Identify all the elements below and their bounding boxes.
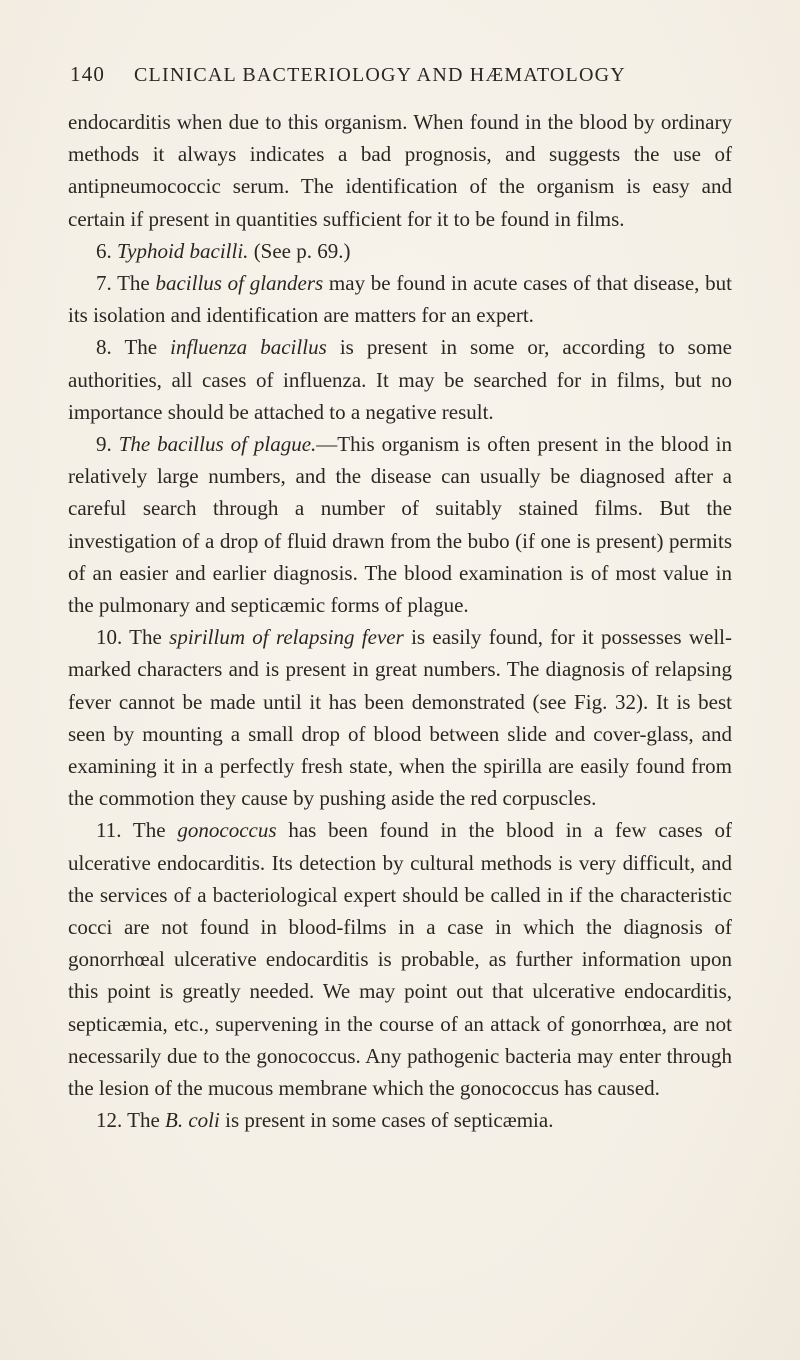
item-text: is present in some or, according to some authorities, all cases of influenza. It may be searched for in films, but no importance should be attached to a negative result. (68, 335, 732, 424)
item-lead: 8. The (96, 335, 171, 360)
item-lead: 12. The (96, 1108, 166, 1133)
item-term: The bacillus of plague. (118, 432, 317, 457)
body-text (68, 106, 732, 1137)
item-lead: 10. The (96, 625, 170, 650)
running-head: CLINICAL BACTERIOLOGY AND HÆMATOLOGY (134, 64, 626, 86)
item-text: —This organism is often present in the blood in relatively large numbers, and the disease can usually be diagnosed after a careful search through a number of suitably stained films. But the investigation of a drop of fluid drawn from the bubo (if one is present) permits of an easier and earlier diagnosis. The blood examination is of most value in the pulmonary and septicæmic forms of plague. (68, 432, 732, 618)
item-text: is easily found, for it possesses well-marked characters and is present in great numbers. The diagnosis of relapsing fever cannot be made until it has been demonstrated (see Fig. 32). It is best seen by mounting a small drop of blood between slide and cover-glass, and examining it in a perfectly fresh state, when the spirilla are easily found from the commotion they cause by pushing aside the red corpuscles. (68, 625, 732, 811)
item-text: may be found in acute cases of that disease, but its isolation and identification are matters for an expert. (68, 271, 732, 328)
item-text: (See p. 69.) (248, 238, 351, 263)
page-header (70, 62, 730, 92)
item-text: is present in some cases of septicæmia. (219, 1108, 554, 1133)
list-item-11 (68, 814, 732, 1104)
item-text: has been found in the blood in a few cases of ulcerative endocarditis. Its detection by cultural methods is very difficult, and the services of a bacteriological expert should be called in if the characteristic cocci are not found in blood-films in a case in which the diagnosis of gonorrhœal ulcerative endocarditis is probable, as further information upon this point is greatly needed. We may point out that ulcerative endocarditis, septicæmia, etc., supervening in the course of an attack of gonorrhœa, are not necessarily due to the gonococcus. Any pathogenic bacteria may enter through the lesion of the mucous membrane which the gonococcus has caused. (68, 818, 732, 1101)
item-lead: 11. The (96, 818, 178, 843)
list-item-10 (68, 621, 732, 814)
item-lead: 9. (96, 432, 119, 457)
list-item-8 (68, 331, 732, 428)
item-term: spirillum of relapsing fever (169, 625, 404, 650)
list-item-7 (68, 267, 732, 331)
list-item-12 (68, 1104, 732, 1136)
item-term: influenza bacillus (170, 335, 327, 360)
paragraph-text: endocarditis when due to this organism. When found in the blood by ordinary methods it always indicates a bad prognosis, and suggests the use of antipneumococcic serum. The identification of the organism is easy and certain if present in quantities sufficient for it to be found in films. (68, 110, 732, 231)
item-term: B. coli (165, 1108, 220, 1133)
item-term: gonococcus (177, 818, 277, 843)
paragraph-continuation (68, 106, 732, 235)
list-item-9 (68, 428, 732, 621)
item-term: Typhoid bacilli. (117, 238, 249, 263)
item-lead: 6. (96, 238, 117, 263)
list-item-6 (68, 235, 732, 267)
item-term: bacillus of glanders (155, 271, 324, 296)
page-number: 140 (70, 62, 106, 86)
item-lead: 7. The (96, 271, 156, 296)
